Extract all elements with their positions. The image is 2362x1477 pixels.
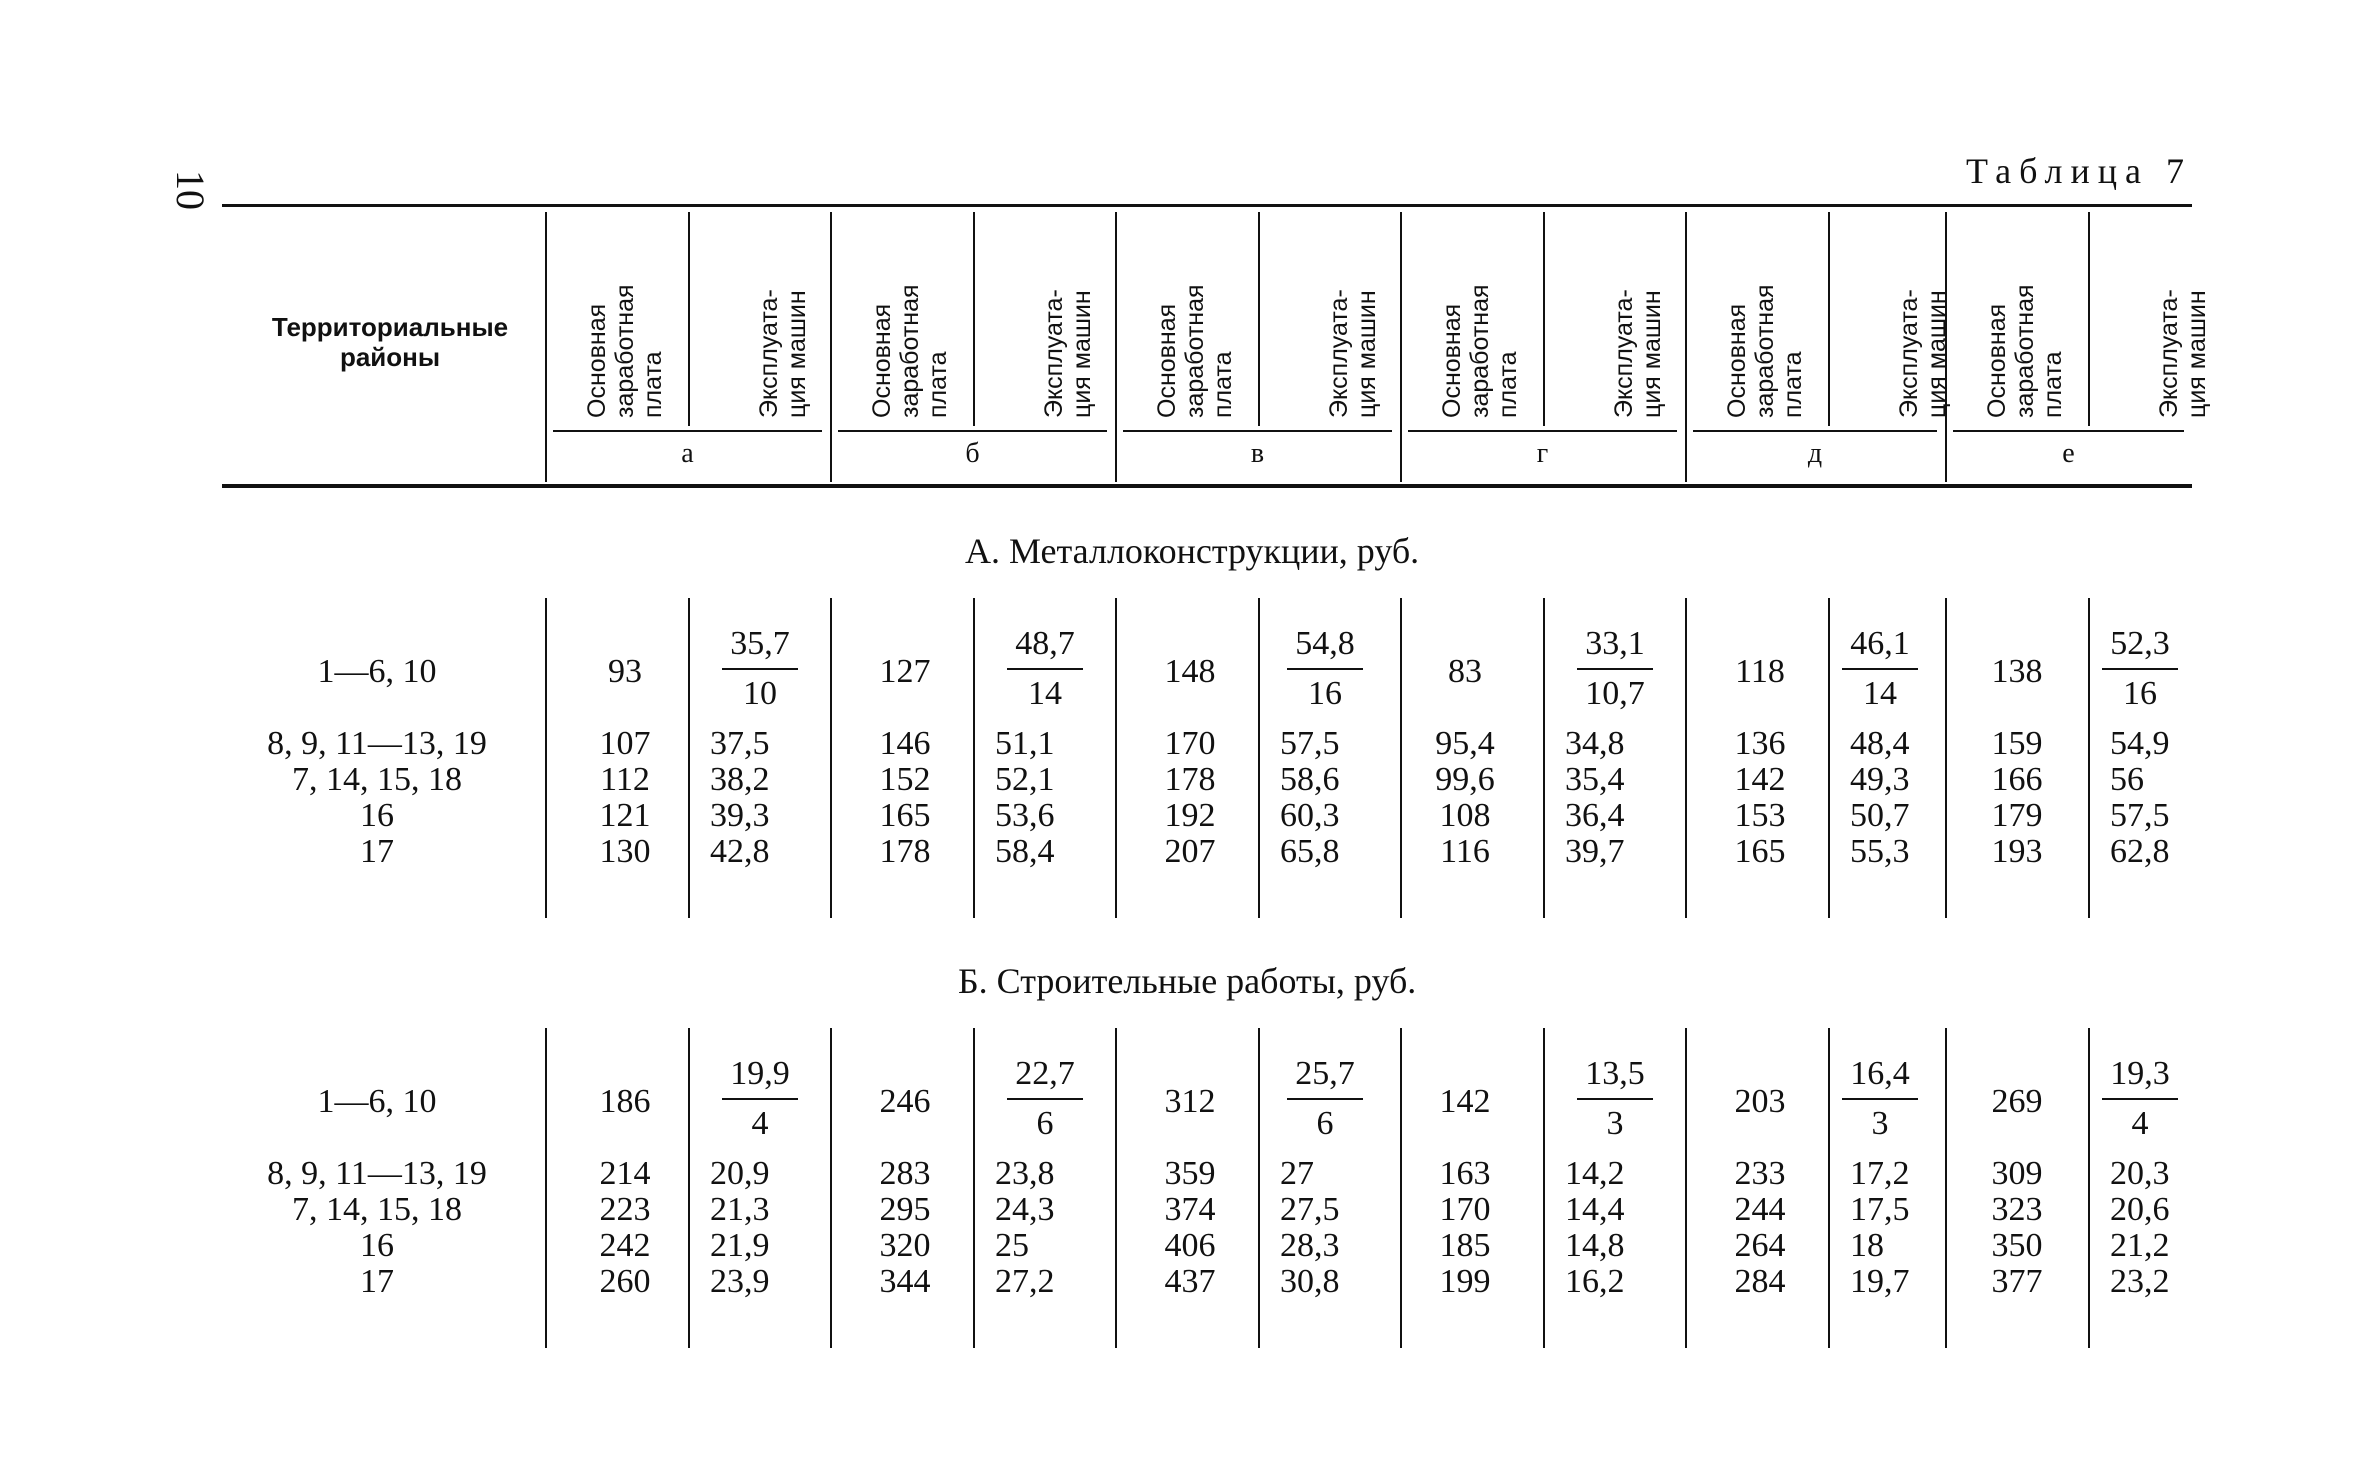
machine-cost-value: 30,8	[1280, 1263, 1340, 1300]
fraction-numerator: 54,8	[1295, 625, 1355, 662]
machine-cost-value: 18	[1850, 1227, 1884, 1264]
fraction-denominator: 16	[2123, 675, 2157, 712]
section-title: А. Металлоконструкции, руб.	[965, 531, 1420, 571]
wage-value: 112	[600, 761, 650, 798]
wage-value: 214	[599, 1155, 651, 1192]
fraction-bar	[1007, 668, 1083, 670]
machine-cost-fraction	[700, 626, 820, 712]
region-label: 17	[360, 833, 394, 870]
machine-cost-fraction	[1265, 626, 1385, 712]
header-group-letter: д	[1807, 438, 1823, 469]
fraction-numerator: 46,1	[1850, 625, 1910, 662]
header-group-underline	[1123, 430, 1392, 432]
wage-value: 323	[1991, 1191, 2043, 1228]
wage-value: 244	[1734, 1191, 1786, 1228]
machine-cost-value: 17,5	[1850, 1191, 1910, 1228]
wage-value: 203	[1734, 1083, 1786, 1120]
machine-cost-value: 42,8	[710, 833, 770, 870]
fraction-denominator: 14	[1028, 675, 1062, 712]
machine-cost-value: 23,2	[2110, 1263, 2170, 1300]
wage-value: 146	[879, 725, 931, 762]
wage-value: 153	[1734, 797, 1786, 834]
wage-value: 108	[1439, 797, 1491, 834]
wage-value: 121	[599, 797, 651, 834]
machine-cost-value: 17,2	[1850, 1155, 1910, 1192]
machine-cost-value: 65,8	[1280, 833, 1340, 870]
header-group-underline	[553, 430, 822, 432]
fraction-denominator: 14	[1863, 675, 1897, 712]
header-label-machines	[1868, 218, 1978, 418]
fraction-bar	[1842, 668, 1918, 670]
wage-value: 130	[599, 833, 651, 870]
machine-cost-value: 20,6	[2110, 1191, 2170, 1228]
wage-value: 165	[1734, 833, 1786, 870]
header-label-machines-text: Эксплуата- ция машин	[2155, 289, 2211, 418]
wage-value: 374	[1164, 1191, 1216, 1228]
machine-cost-value: 35,4	[1565, 761, 1625, 798]
fraction-bar	[1842, 1098, 1918, 1100]
wage-value: 406	[1164, 1227, 1216, 1264]
wage-value: 170	[1164, 725, 1216, 762]
header-label-machines-text: Эксплуата- ция машин	[1040, 289, 1096, 418]
wage-value: 118	[1735, 653, 1785, 690]
header-group-letter: б	[965, 438, 980, 469]
fraction-numerator: 48,7	[1015, 625, 1075, 662]
header-subcolumn-divider	[688, 212, 690, 426]
fraction-bar	[1007, 1098, 1083, 1100]
wage-value: 95,4	[1435, 725, 1495, 762]
section-subcolumn-divider	[1543, 1028, 1545, 1348]
header-bottom-rule	[222, 484, 2192, 488]
header-label-wage-text: Основная заработная плата	[1153, 284, 1237, 418]
header-label-machines	[1298, 218, 1408, 418]
wage-value: 83	[1448, 653, 1482, 690]
wage-value: 107	[599, 725, 651, 762]
wage-value: 350	[1991, 1227, 2043, 1264]
wage-value: 269	[1991, 1083, 2043, 1120]
wage-value: 163	[1439, 1155, 1491, 1192]
region-label: 17	[360, 1263, 394, 1300]
wage-value: 242	[599, 1227, 651, 1264]
machine-cost-value: 53,6	[995, 797, 1055, 834]
fraction-denominator: 10	[743, 675, 777, 712]
section-group-divider	[830, 598, 832, 918]
region-label: 7, 14, 15, 18	[292, 761, 462, 798]
machine-cost-value: 21,3	[710, 1191, 770, 1228]
wage-value: 186	[599, 1083, 651, 1120]
header-group-underline	[1693, 430, 1937, 432]
region-label: 16	[360, 797, 394, 834]
wage-value: 283	[879, 1155, 931, 1192]
machine-cost-value: 23,8	[995, 1155, 1055, 1192]
section-title: Б. Строительные работы, руб.	[958, 961, 1417, 1001]
machine-cost-value: 58,4	[995, 833, 1055, 870]
wage-value: 185	[1439, 1227, 1491, 1264]
page-number: 10	[168, 170, 213, 210]
machine-cost-value: 58,6	[1280, 761, 1340, 798]
machine-cost-value: 55,3	[1850, 833, 1910, 870]
machine-cost-value: 39,3	[710, 797, 770, 834]
section-subcolumn-divider	[688, 598, 690, 918]
wage-value: 99,6	[1435, 761, 1495, 798]
section-group-divider	[545, 1028, 547, 1348]
fraction-bar	[722, 668, 798, 670]
section-subcolumn-divider	[973, 598, 975, 918]
header-label-wage	[855, 218, 965, 418]
wage-value: 264	[1734, 1227, 1786, 1264]
header-group-letter: в	[1250, 438, 1265, 469]
machine-cost-value: 56	[2110, 761, 2144, 798]
header-label-wage-text: Основная заработная плата	[868, 284, 952, 418]
machine-cost-fraction	[1555, 1056, 1675, 1142]
wage-value: 142	[1439, 1083, 1491, 1120]
wage-value: 437	[1164, 1263, 1216, 1300]
fraction-numerator: 52,3	[2110, 625, 2170, 662]
machine-cost-fraction	[985, 1056, 1105, 1142]
section-subcolumn-divider	[1543, 598, 1545, 918]
wage-value: 207	[1164, 833, 1216, 870]
machine-cost-value: 27,2	[995, 1263, 1055, 1300]
wage-value: 148	[1164, 653, 1216, 690]
machine-cost-value: 57,5	[1280, 725, 1340, 762]
section-group-divider	[1400, 1028, 1402, 1348]
machine-cost-value: 19,7	[1850, 1263, 1910, 1300]
section-group-divider	[1400, 598, 1402, 918]
machine-cost-value: 50,7	[1850, 797, 1910, 834]
fraction-denominator: 3	[1871, 1105, 1889, 1142]
header-group-letter: а	[681, 438, 694, 469]
header-label-machines	[1583, 218, 1693, 418]
wage-value: 179	[1991, 797, 2043, 834]
header-group-letter: е	[2062, 438, 2075, 469]
wage-value: 309	[1991, 1155, 2043, 1192]
header-label-wage-text: Основная заработная плата	[583, 284, 667, 418]
fraction-numerator: 13,5	[1585, 1055, 1645, 1092]
wage-value: 223	[599, 1191, 651, 1228]
fraction-denominator: 16	[1308, 675, 1342, 712]
section-subcolumn-divider	[1258, 598, 1260, 918]
header-label-wage-text: Основная заработная плата	[1723, 284, 1807, 418]
machine-cost-value: 23,9	[710, 1263, 770, 1300]
header-label-wage-text: Основная заработная плата	[1983, 284, 2067, 418]
fraction-bar	[1287, 1098, 1363, 1100]
header-group-underline	[1408, 430, 1677, 432]
header-label-machines-text: Эксплуата- ция машин	[755, 289, 811, 418]
section-group-divider	[1115, 598, 1117, 918]
machine-cost-fraction	[1555, 626, 1675, 712]
region-label: 16	[360, 1227, 394, 1264]
wage-value: 93	[608, 653, 642, 690]
header-group-underline	[1953, 430, 2184, 432]
header-label-wage	[1970, 218, 2080, 418]
wage-value: 359	[1164, 1155, 1216, 1192]
region-label: 7, 14, 15, 18	[292, 1191, 462, 1228]
machine-cost-value: 16,2	[1565, 1263, 1625, 1300]
machine-cost-fraction	[2080, 1056, 2200, 1142]
machine-cost-value: 27,5	[1280, 1191, 1340, 1228]
section-subcolumn-divider	[1258, 1028, 1260, 1348]
machine-cost-value: 24,3	[995, 1191, 1055, 1228]
fraction-denominator: 6	[1316, 1105, 1334, 1142]
fraction-bar	[1577, 668, 1653, 670]
machine-cost-fraction	[700, 1056, 820, 1142]
wage-value: 284	[1734, 1263, 1786, 1300]
wage-value: 199	[1439, 1263, 1491, 1300]
fraction-bar	[1577, 1098, 1653, 1100]
section-group-divider	[1685, 1028, 1687, 1348]
header-subcolumn-divider	[973, 212, 975, 426]
header-group-underline	[838, 430, 1107, 432]
fraction-denominator: 3	[1606, 1105, 1624, 1142]
section-group-divider	[830, 1028, 832, 1348]
header-subcolumn-divider	[2088, 212, 2090, 426]
machine-cost-value: 37,5	[710, 725, 770, 762]
header-label-machines	[728, 218, 838, 418]
table-caption: Таблица 7	[1966, 151, 2192, 191]
fraction-numerator: 19,9	[730, 1055, 790, 1092]
header-region-label: Территориальные районы	[271, 312, 509, 372]
wage-value: 178	[1164, 761, 1216, 798]
section-subcolumn-divider	[688, 1028, 690, 1348]
fraction-numerator: 25,7	[1295, 1055, 1355, 1092]
machine-cost-value: 52,1	[995, 761, 1055, 798]
machine-cost-value: 14,8	[1565, 1227, 1625, 1264]
fraction-bar	[1287, 668, 1363, 670]
header-label-machines-text: Эксплуата- ция машин	[1610, 289, 1666, 418]
section-group-divider	[1115, 1028, 1117, 1348]
wage-value: 377	[1991, 1263, 2043, 1300]
wage-value: 260	[599, 1263, 651, 1300]
wage-value: 320	[879, 1227, 931, 1264]
header-label-wage	[1140, 218, 1250, 418]
wage-value: 166	[1991, 761, 2043, 798]
header-label-wage	[1710, 218, 1820, 418]
wage-value: 312	[1164, 1083, 1216, 1120]
header-subcolumn-divider	[1258, 212, 1260, 426]
fraction-numerator: 33,1	[1585, 625, 1645, 662]
header-label-machines-text: Эксплуата- ция машин	[1895, 289, 1951, 418]
machine-cost-value: 20,3	[2110, 1155, 2170, 1192]
fraction-denominator: 4	[751, 1105, 769, 1142]
machine-cost-fraction	[985, 626, 1105, 712]
header-group-letter: г	[1536, 438, 1549, 469]
machine-cost-fraction	[1820, 1056, 1940, 1142]
wage-value: 295	[879, 1191, 931, 1228]
fraction-denominator: 4	[2131, 1105, 2149, 1142]
header-label-machines-text: Эксплуата- ция машин	[1325, 289, 1381, 418]
region-label: 1—6, 10	[317, 653, 437, 690]
fraction-bar	[2102, 668, 2178, 670]
machine-cost-value: 62,8	[2110, 833, 2170, 870]
fraction-numerator: 35,7	[730, 625, 790, 662]
machine-cost-fraction	[1265, 1056, 1385, 1142]
wage-value: 192	[1164, 797, 1216, 834]
machine-cost-fraction	[2080, 626, 2200, 712]
wage-value: 178	[879, 833, 931, 870]
header-top-rule	[222, 204, 2192, 207]
machine-cost-value: 48,4	[1850, 725, 1910, 762]
machine-cost-value: 27	[1280, 1155, 1314, 1192]
machine-cost-fraction	[1820, 626, 1940, 712]
header-subcolumn-divider	[1543, 212, 1545, 426]
machine-cost-value: 54,9	[2110, 725, 2170, 762]
fraction-bar	[722, 1098, 798, 1100]
fraction-bar	[2102, 1098, 2178, 1100]
fraction-denominator: 6	[1036, 1105, 1054, 1142]
section-subcolumn-divider	[973, 1028, 975, 1348]
wage-value: 193	[1991, 833, 2043, 870]
wage-value: 152	[879, 761, 931, 798]
fraction-denominator: 10,7	[1585, 675, 1645, 712]
wage-value: 170	[1439, 1191, 1491, 1228]
machine-cost-value: 38,2	[710, 761, 770, 798]
fraction-numerator: 22,7	[1015, 1055, 1075, 1092]
region-label: 8, 9, 11—13, 19	[267, 1155, 487, 1192]
header-subcolumn-divider	[1828, 212, 1830, 426]
machine-cost-value: 21,9	[710, 1227, 770, 1264]
wage-value: 138	[1991, 653, 2043, 690]
machine-cost-value: 57,5	[2110, 797, 2170, 834]
header-label-wage	[570, 218, 680, 418]
wage-value: 116	[1440, 833, 1490, 870]
wage-value: 246	[879, 1083, 931, 1120]
fraction-numerator: 16,4	[1850, 1055, 1910, 1092]
header-label-machines	[2128, 218, 2238, 418]
machine-cost-value: 28,3	[1280, 1227, 1340, 1264]
machine-cost-value: 14,2	[1565, 1155, 1625, 1192]
machine-cost-value: 14,4	[1565, 1191, 1625, 1228]
wage-value: 233	[1734, 1155, 1786, 1192]
region-label: 8, 9, 11—13, 19	[267, 725, 487, 762]
machine-cost-value: 25	[995, 1227, 1029, 1264]
machine-cost-value: 21,2	[2110, 1227, 2170, 1264]
wage-value: 165	[879, 797, 931, 834]
machine-cost-value: 60,3	[1280, 797, 1340, 834]
header-label-machines	[1013, 218, 1123, 418]
wage-value: 127	[879, 653, 931, 690]
section-group-divider	[1685, 598, 1687, 918]
machine-cost-value: 51,1	[995, 725, 1055, 762]
wage-value: 136	[1734, 725, 1786, 762]
wage-value: 159	[1991, 725, 2043, 762]
region-label: 1—6, 10	[317, 1083, 437, 1120]
machine-cost-value: 36,4	[1565, 797, 1625, 834]
fraction-numerator: 19,3	[2110, 1055, 2170, 1092]
section-group-divider	[545, 598, 547, 918]
machine-cost-value: 20,9	[710, 1155, 770, 1192]
wage-value: 344	[879, 1263, 931, 1300]
machine-cost-value: 34,8	[1565, 725, 1625, 762]
wage-value: 142	[1734, 761, 1786, 798]
machine-cost-value: 49,3	[1850, 761, 1910, 798]
header-label-wage	[1425, 218, 1535, 418]
machine-cost-value: 39,7	[1565, 833, 1625, 870]
header-label-wage-text: Основная заработная плата	[1438, 284, 1522, 418]
